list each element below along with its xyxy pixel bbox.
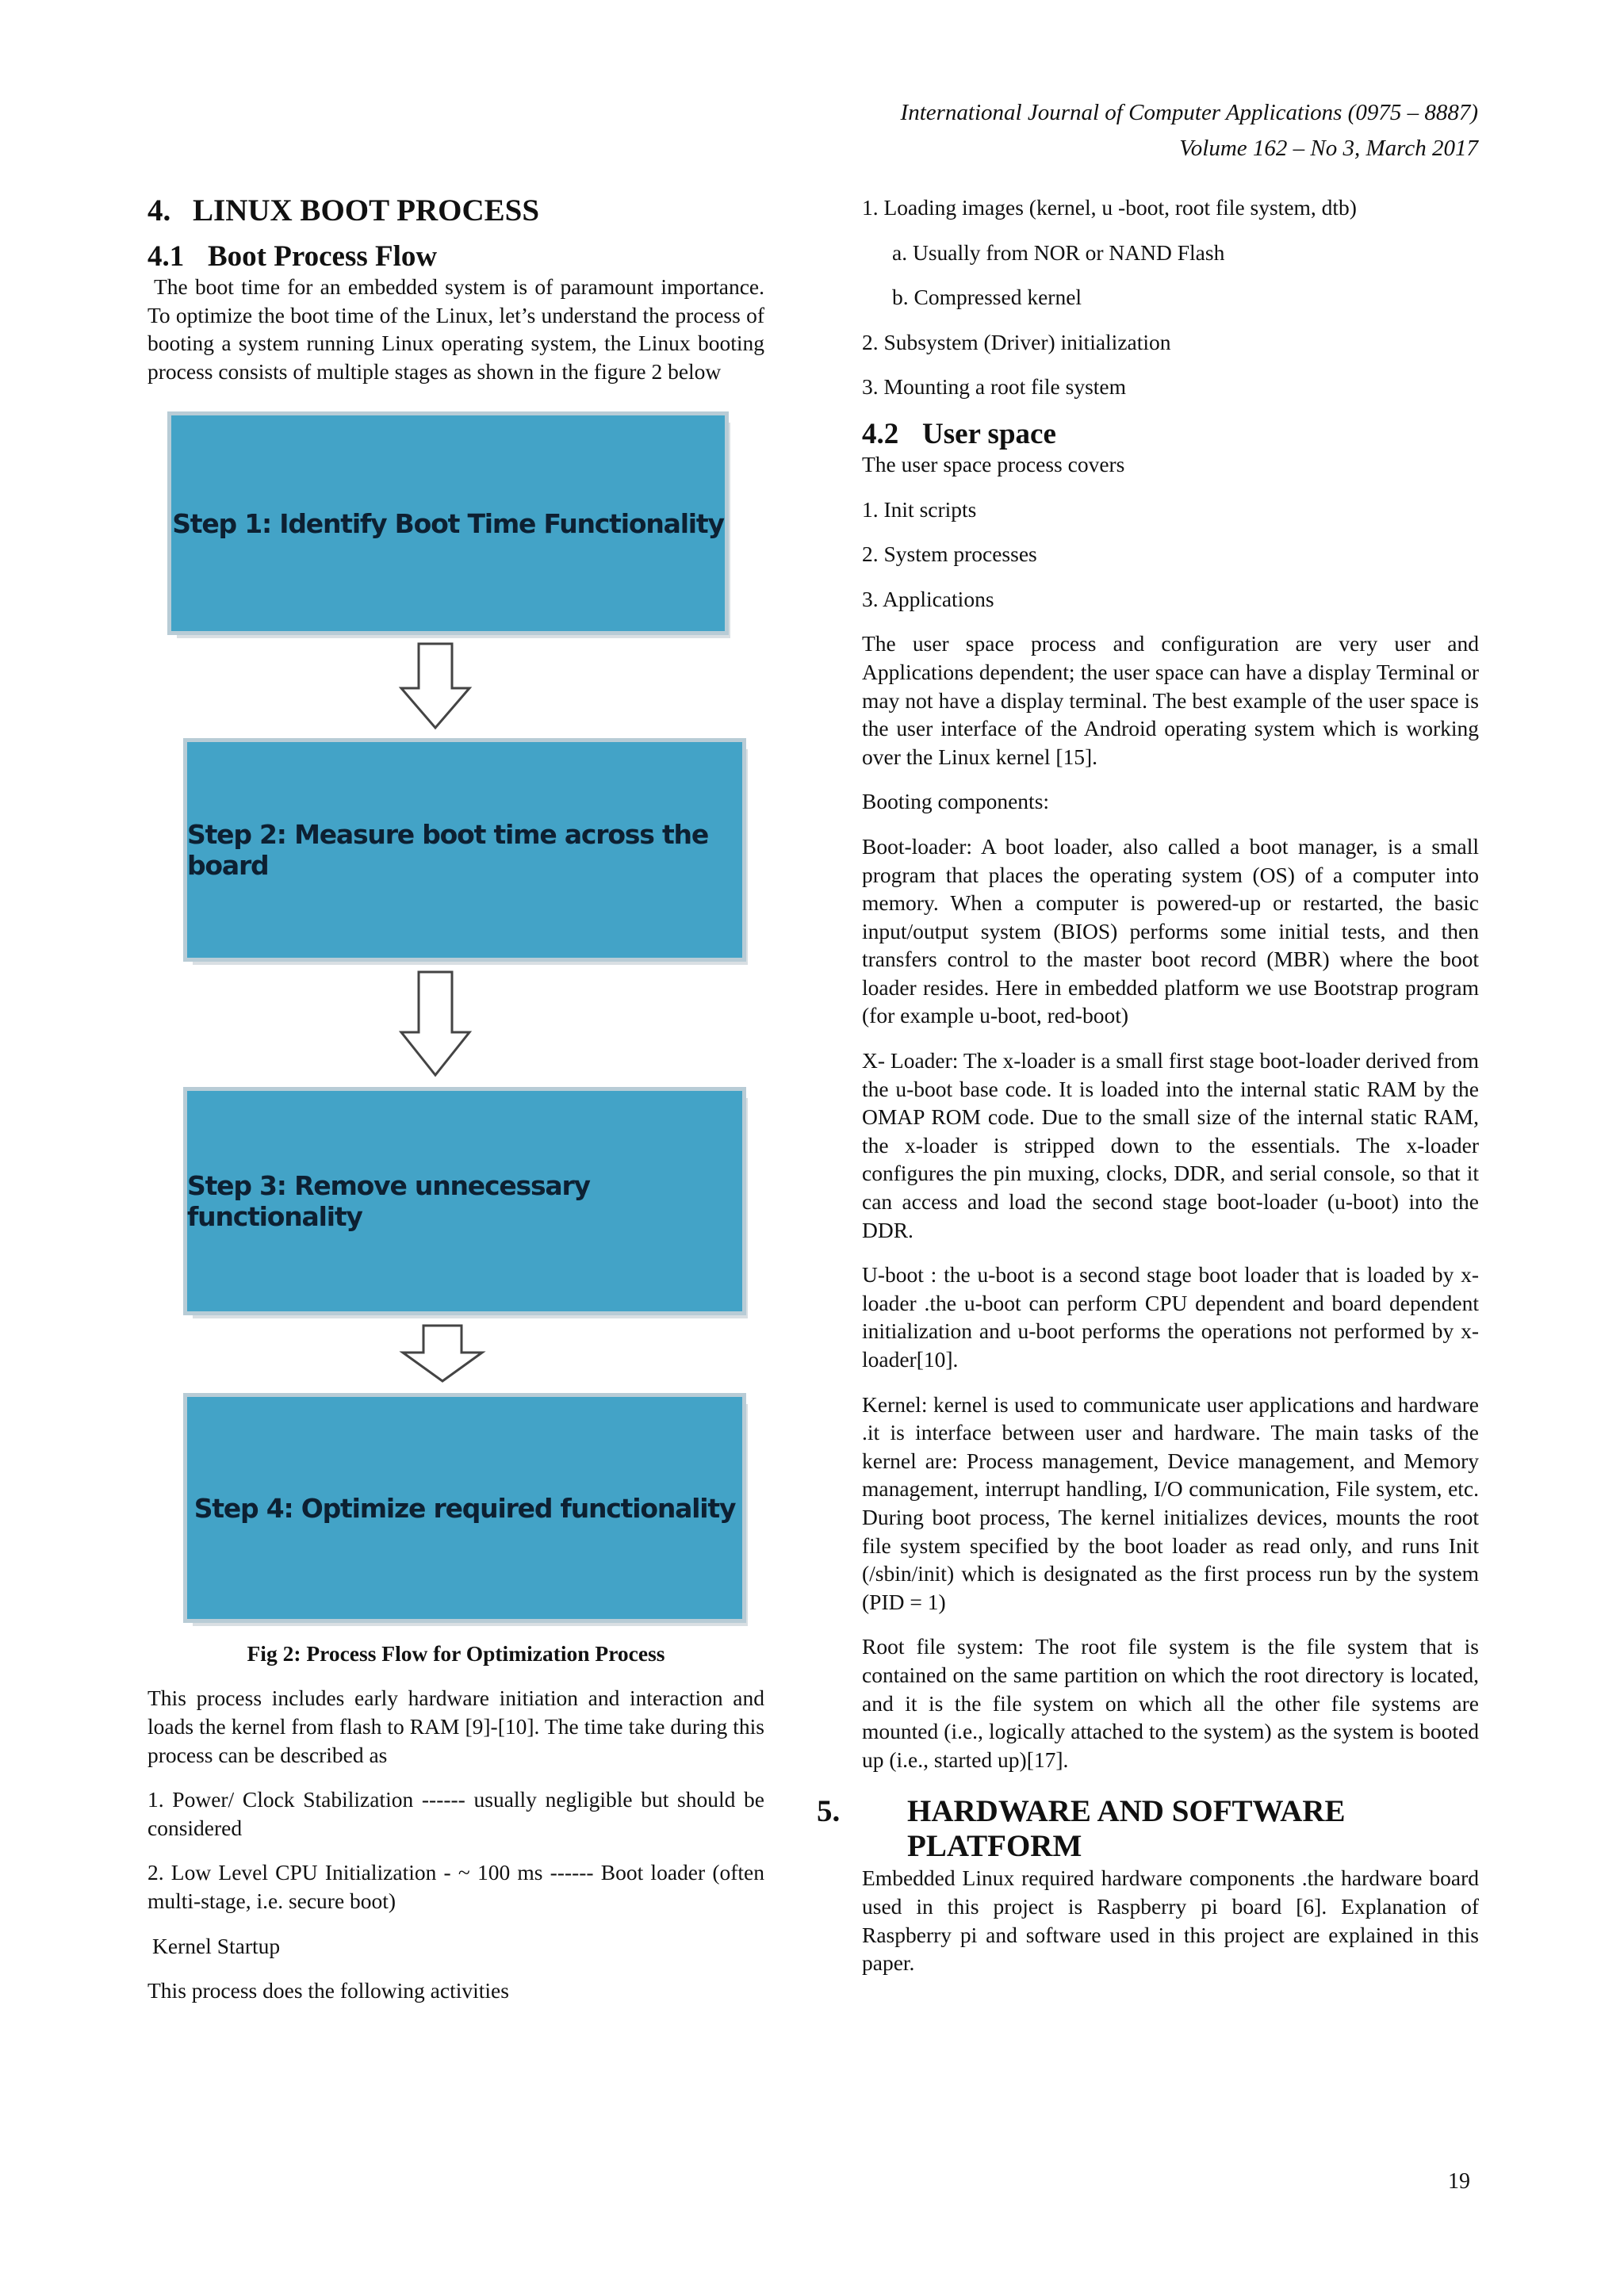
page-number: 19: [1448, 2169, 1470, 2194]
step-4-box: [187, 1397, 742, 1619]
down-arrow-icon: [398, 970, 473, 1078]
down-arrow-icon: [398, 1324, 487, 1384]
step-3-box: [187, 1091, 742, 1311]
step-1-label: Step 1: Identify Boot Time Functionality: [172, 507, 724, 539]
list-item-applications: 3. Applications: [862, 586, 994, 611]
step-2-label: Step 2: Measure boot time across the board: [187, 819, 709, 882]
subsection-4-1-number: 4.1: [147, 240, 185, 273]
root-file-system-paragraph: Root file system: The root file system is the file system that is contained on the same partition on which the root directory is located, and it is the file system on which all the other file systems are mounted (i.e., logically attached to the system) as the system is booted up (i.e., started up)[17].: [862, 1634, 1479, 1772]
early-hardware-paragraph: This process includes early hardware initiation and interaction and loads the kernel from flash to RAM [9]-[10]. The time take during this process can be described as: [147, 1686, 764, 1767]
step-2-box: [187, 742, 742, 958]
xloader-paragraph: X- Loader: The x-loader is a small first stage boot-loader derived from the u-boot base code. It is loaded into the internal static RAM by the OMAP ROM code. Due to the small size of the internal static RAM, the x-loader is stripped down to the essentials. The x-loader configures the pin muxing, clocks, DDR, and serial console, so that it can access and load the second stage boot-loader (u-boot) into the DDR.: [862, 1048, 1479, 1242]
list-item-init-scripts: 1. Init scripts: [862, 496, 977, 522]
bootloader-paragraph: Boot-loader: A boot loader, also called a boot manager, is a small program that places the operating system (OS) of a computer into memory. When a computer is powered-up or restarted, the basic input/output system (BIOS) performs some initial tests, and then transfers control to the master boot record (MBR) where the boot loader resides. Here in embedded platform we use Bootstrap program (for example u-boot, red-boot): [862, 833, 1479, 1028]
step-1-box: [171, 415, 725, 631]
list-item-system-processes: 2. System processes: [862, 541, 1037, 567]
uboot-paragraph: U-boot : the u-boot is a second stage boot loader that is loaded by x-loader .the u-boot can perform CPU dependent and board dependent initialization and u-boot performs the operations not performed by x-loader[10].: [862, 1262, 1479, 1372]
section-4-number: 4.: [147, 193, 171, 228]
journal-volume: Volume 162 – No 3, March 2017: [1179, 136, 1478, 161]
section-5-number: 5.: [817, 1794, 841, 1829]
subsection-4-2-number: 4.2: [862, 417, 899, 450]
subsection-4-1-title: Boot Process Flow: [208, 240, 438, 273]
step-3-label: Step 3: Remove unnecessary functionality: [187, 1170, 590, 1233]
subsection-4-2-title: User space: [922, 417, 1056, 450]
right-column: [817, 193, 1479, 1977]
list-item-subsystem: 2. Subsystem (Driver) initialization: [862, 329, 1171, 354]
down-arrow-icon: [398, 642, 473, 731]
list-item-loading-images: 1. Loading images (kernel, u -boot, root file system, dtb): [862, 195, 1357, 220]
section-5-heading: [817, 1794, 1479, 1864]
section-4-heading: [147, 193, 764, 228]
step-4-label: Step 4: Optimize required functionality: [193, 1492, 736, 1524]
section-4-title: LINUX BOOT PROCESS: [193, 193, 540, 228]
user-space-paragraph: The user space process and configuration are very user and Applications dependent; the user space can have a display Terminal or may not have a display terminal. The best example of the user space is the user interface of the Android operating system which is working over the Linux kernel [15].: [862, 631, 1479, 769]
list-subitem-compressed: b. Compressed kernel: [892, 285, 1082, 310]
list-item-mounting: 3. Mounting a root file system: [862, 374, 1127, 400]
subsection-4-2-heading: [862, 419, 1479, 450]
kernel-paragraph: Kernel: kernel is used to communicate user applications and hardware .it is interface between user and hardware. The main tasks of the kernel are: Process management, Device management, and Memory management, interrupt handling, I/O communication, File system, etc. During boot process, The kernel initializes devices, mounts the root file system specified by the boot loader as read only, and runs Init (/sbin/init) which is designated as the first process run by the system (PID = 1): [862, 1391, 1479, 1614]
user-space-intro: The user space process covers: [862, 451, 1125, 476]
journal-header: [901, 95, 1478, 166]
activities-paragraph: This process does the following activities: [147, 1978, 509, 2003]
figure-caption: Fig 2: Process Flow for Optimization Process: [247, 1641, 665, 1667]
subsection-4-1-heading: [147, 241, 764, 273]
list-item-power-clock: 1. Power/ Clock Stabilization ------ usually negligible but should be considered: [147, 1787, 764, 1840]
boot-flow-intro: The boot time for an embedded system is of paramount importance. To optimize the boot time of the Linux, let’s understand the process of booting a system running Linux operating system, the Linux booting process consists of multiple stages as shown in the figure 2 below: [147, 274, 764, 384]
section-5-title: HARDWARE AND SOFTWARE PLATFORM: [907, 1794, 1346, 1864]
left-column: [147, 193, 764, 2005]
booting-components-label: Booting components:: [862, 789, 1050, 814]
journal-name: International Journal of Computer Applications (0975 – 8887): [900, 100, 1478, 125]
kernel-startup-label: Kernel Startup: [152, 1933, 281, 1958]
list-item-cpu-init: 2. Low Level CPU Initialization - ~ 100 ms ------ Boot loader (often multi-stage, i.e. secure boot): [147, 1860, 764, 1913]
process-flow-figure: [155, 415, 772, 1628]
embedded-linux-paragraph: Embedded Linux required hardware components .the hardware board used in this project is Raspberry pi board [6]. Explanation of Raspberry pi and software used in this project are explained in this paper.: [862, 1866, 1479, 1976]
list-subitem-flash: a. Usually from NOR or NAND Flash: [892, 239, 1225, 265]
